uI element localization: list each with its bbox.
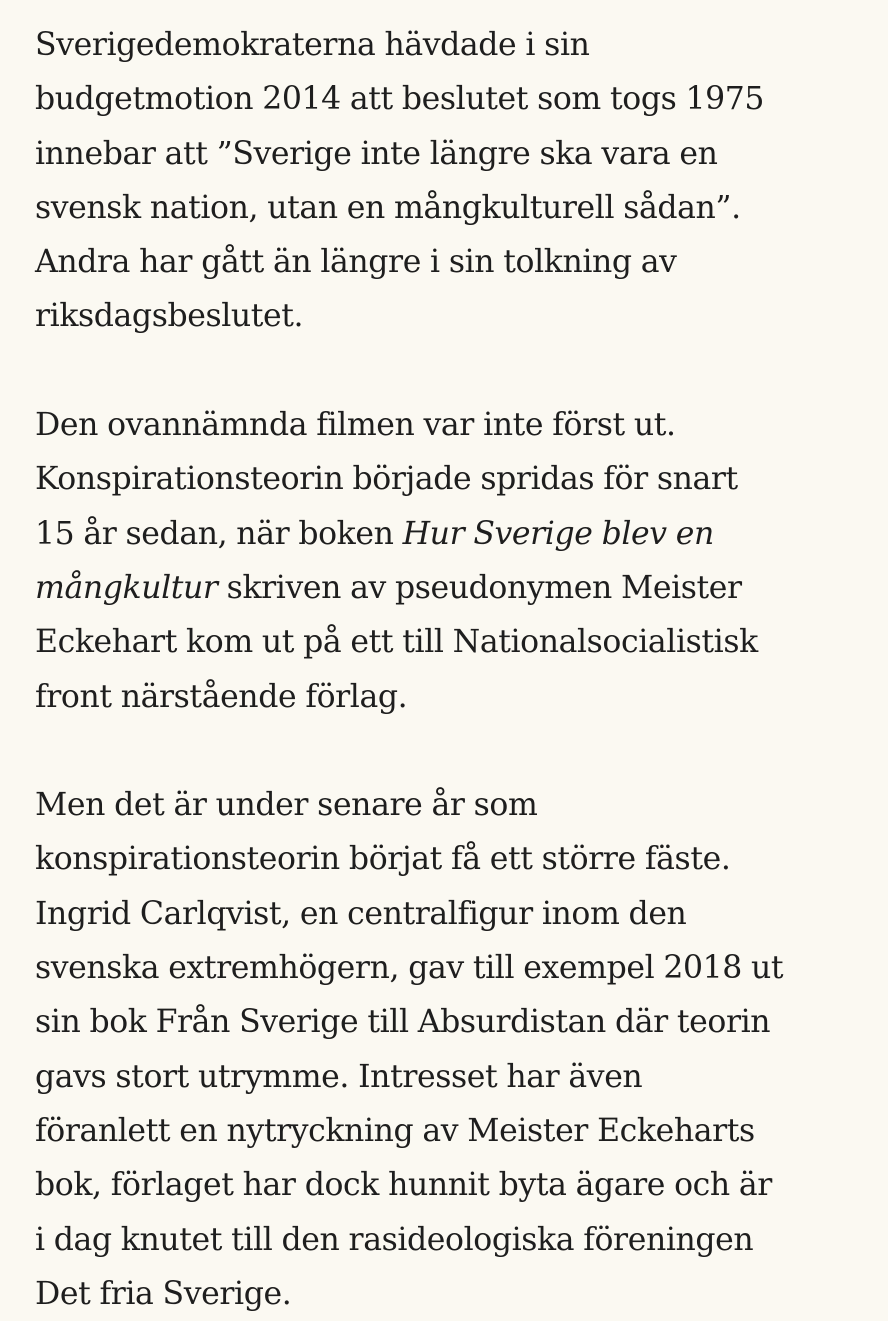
text-line <box>35 289 865 343</box>
paragraph-3 <box>35 778 865 1321</box>
text-segment: front närstående förlag. <box>35 678 408 715</box>
text-line <box>35 561 865 615</box>
text-line <box>35 941 865 995</box>
text-line <box>35 887 865 941</box>
text-segment: Ingrid Carlqvist, en centralfigur inom den <box>35 895 687 932</box>
text-segment: svensk nation, utan en mångkulturell sådan”. <box>35 189 741 226</box>
text-line <box>35 127 865 181</box>
text-segment: Konspirationsteorin började spridas för snart <box>35 461 738 498</box>
text-segment: skriven av pseudonymen Meister <box>217 569 742 606</box>
text-segment: konspirationsteorin börjat få ett större fäste. <box>35 841 731 878</box>
text-segment: i dag knutet till den rasideologiska föreningen <box>35 1221 754 1258</box>
text-segment: Eckehart kom ut på ett till Nationalsocialistisk <box>35 624 758 661</box>
text-line <box>35 72 865 126</box>
text-line <box>35 1158 865 1212</box>
text-segment: budgetmotion 2014 att beslutet som togs 1975 <box>35 81 765 118</box>
text-line <box>35 18 865 72</box>
text-line <box>35 235 865 289</box>
text-segment: föranlett en nytryckning av Meister Eckeharts <box>35 1112 755 1149</box>
text-segment: Andra har gått än längre i sin tolkning av <box>35 244 677 281</box>
text-line <box>35 778 865 832</box>
text-line <box>35 181 865 235</box>
text-line <box>35 832 865 886</box>
paragraph-2 <box>35 398 865 724</box>
article-body <box>35 18 865 1321</box>
text-line <box>35 452 865 506</box>
text-segment: sin bok Från Sverige till Absurdistan där teorin <box>35 1004 771 1041</box>
text-line <box>35 1267 865 1321</box>
book-title-italic: mångkultur <box>35 569 218 606</box>
text-line <box>35 1050 865 1104</box>
text-segment: Det fria Sverige. <box>35 1275 292 1312</box>
text-line <box>35 507 865 561</box>
text-segment: Den ovannämnda filmen var inte först ut. <box>35 407 676 444</box>
text-line <box>35 398 865 452</box>
text-segment: bok, förlaget har dock hunnit byta ägare och är <box>35 1167 772 1204</box>
text-segment: Men det är under senare år som <box>35 787 538 824</box>
text-segment: Sverigedemokraterna hävdade i sin <box>35 27 590 63</box>
text-segment: svenska extremhögern, gav till exempel 2018 ut <box>35 950 784 987</box>
text-segment: innebar att ”Sverige inte längre ska vara en <box>35 135 718 172</box>
text-line <box>35 670 865 724</box>
paragraph-1 <box>35 18 865 344</box>
text-segment: riksdagsbeslutet. <box>35 298 304 335</box>
text-segment: gavs stort utrymme. Intresset har även <box>35 1058 643 1095</box>
text-line <box>35 615 865 669</box>
text-line <box>35 1104 865 1158</box>
text-segment: 15 år sedan, när boken <box>35 515 403 552</box>
book-title-italic: Hur Sverige blev en <box>402 515 714 552</box>
text-line <box>35 995 865 1049</box>
text-line <box>35 1213 865 1267</box>
